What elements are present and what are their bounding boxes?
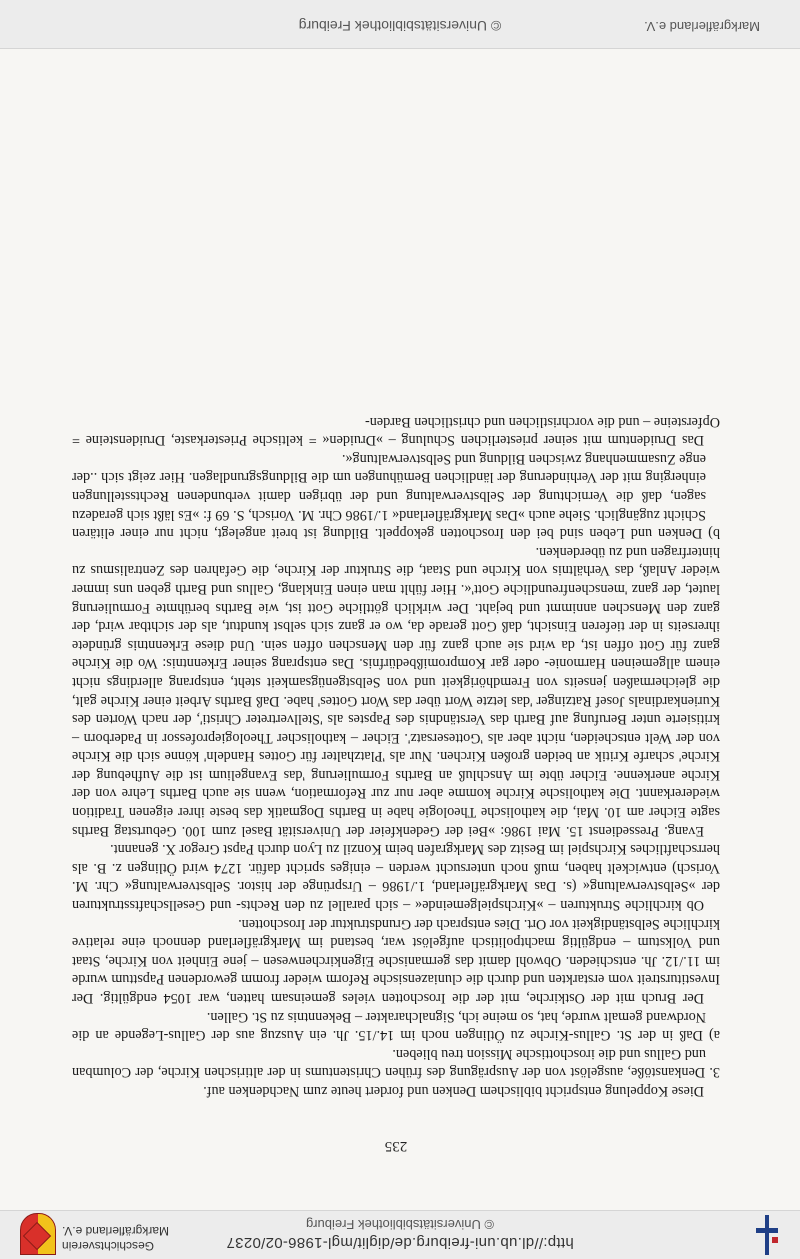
book-page xyxy=(72,412,720,1154)
viewer-footer xyxy=(0,0,800,49)
permalink-url[interactable]: http://dl.ub.uni-freiburg.de/diglit/mgl-1986-02/0237 xyxy=(226,1234,574,1251)
footer-association-label: Markgräflerland e.V. xyxy=(644,19,760,34)
footer-provider-label: © Universitätsbibliothek Freiburg xyxy=(298,18,502,34)
viewer-header xyxy=(0,1210,800,1259)
paragraph: Das Druidentum mit seiner priesterlichen Schulung – »Druiden« = keltische Priesterkaste, Druidensteine = Opfersteine – und die vorchristlichen und christlichen Barden- xyxy=(72,413,720,449)
page-number: 235 xyxy=(384,1138,408,1154)
paragraph: a) Daß in der St. Gallus-Kirche zu Ötlingen noch im 14./15. Jh. ein Auszug aus der Gallus-Legende an die Nordwand gemalt wurde, hat, so meine ich, Signalcharakter – Bekenntnis zu St. Gallen. xyxy=(72,1008,720,1044)
association-line-2: Markgräflerland e.V. xyxy=(62,1224,169,1238)
paragraph: Der Bruch mit der Ostkirche, mit der die Iroschotten vieles gemeinsam hatten, war 1054 endgültig. Der Investiturstreit vom erstarkten und durch die cluniazensische Reform wieder fromm gewordenen Papsttum wurde im 11./12. Jh. entschieden. Obwohl damit das germanische Eigenkirchenwesen – jene Einheit von Kirche, Staat und Volkstum – endgültig machtpolitisch aufgelöst war, bestand im Markgräflerland dennoch eine relative kirchliche Selbständigkeit vor Ort. Dies entsprach der Grundstruktur der Iroschotten. xyxy=(72,915,720,1007)
paragraph: Evang. Pressedienst 15. Mai 1986: »Bei der Gedenkfeier der Universität Basel zum 100. Geburtstag Barths sagte Eicher am 10. Mai, die katholische Theologie habe in Barths Dogmatik das beste ihrer eigenen Tradition wiedererkannt. Die katholische Kirche komme aber nur zur Reformation, wenn sie auch Barths Lehre von der Kirche anerkenne. Eicher übte im Anschluß an Barths Formulierung 'das Evangelium ist die Aufhebung der Kirche' scharfe Kritik an beiden großen Kirchen. Nur als 'Platzhalter für Gottes Handeln' könne sich die Kirche von der Welt entscheiden, nicht aber als 'Gottesersatz'. Eicher – katholischer Theologieprofessor in Paderborn – kritisierte unter Berufung auf Barth das Verständnis des Papstes als 'Stellvertreter Christi', der nach Worten des Kurienkardinals Josef Ratzinger 'das letzte Wort über das Wort Gottes' habe. Daß Barths Arbeit einer Kirche galt, die gleichermaßen jenseits von Fremdhörigkeit und von Selbstgenügsamkeit steht, entsprang allerdings nicht einem allgemeinen Harmonie- oder gar Kompromißbedürfnis. Das entsprang seiner Erkenntnis: Wo die Kirche ganz für Gott offen ist, da wird sie auch ganz für den Menschen offen sein. Und diese Erkenntnis gründete ihrerseits in der tieferen Einsicht, daß Gott gerade da, wo er ganz sich selbst kundtut, als der sichtbar wird, der ganz den Menschen annimmt und bejaht. Der wirklich göttliche Gott ist, wie Barths berühmte Formulierung lautet, der ganz 'menschenfreundliche Gott'«. Hier fühlt man einen Einklang, Gallus und Barth geben uns immer wieder Anlaß, das Verhältnis von Kirche und Staat, die Struktur der Kirche, die Gefahren des Zentralismus zu hinterfragen und zu überdenken. xyxy=(72,543,720,839)
geschichtsverein-crest-icon[interactable] xyxy=(20,1213,56,1255)
page-text xyxy=(72,412,720,1100)
paragraph: Ob kirchliche Strukturen – »Kirchspielgemeinde« – sich parallel zu den Rechts- und Gesellschaftsstrukturen der »Selbstverwaltung« (s. Das Markgräflerland, 1./1986 – Ursprünge der histor. Selbstverwaltung« Chr. M. Vorisch) entwickelt haben, muß noch untersucht werden – einiges spricht dafür. 1274 wird Ötlingen z. B. als herrschaftliches Kirchspiel im Besitz des Markgrafen beim Konzil zu Lyon durch Papst Gregor X. genannt. xyxy=(72,841,720,914)
paragraph: 3. Denkanstöße, ausgelöst von der Ausprägung des frühen Christentums in der altirischen Kirche, der Columban und Gallus und die iroschottische Mission treu blieben. xyxy=(72,1045,720,1081)
association-line-1: Geschichtsverein xyxy=(62,1239,155,1253)
paragraph: Diese Koppelung entspricht biblischem Denken und fordert heute zum Nachdenken auf. xyxy=(203,1083,704,1099)
provider-label: © Universitätsbibliothek Freiburg xyxy=(305,1217,495,1232)
paragraph: b) Denken und Leben sind bei den Iroschotten gekoppelt. Bildung ist breit angelegt, nicht nur einer elitären Schicht zugänglich. Siehe auch »Das Markgräflerland« 1./1986 Chr. M. Vorisch, S. 69 f: »Es läßt sich geradezu sagen, daß die Vernichtung der Selbstverwaltung und der übrigen damit verbundenen Rechtsstellungen einherging mit der Verhinderung der ländlichen Bemühungen um die Bildungsgrundlagen. Hier zeigt sich ..der enge Zusammenhang zwischen Bildung und Selbstverwaltung«. xyxy=(72,450,720,542)
association-label xyxy=(62,1223,169,1253)
